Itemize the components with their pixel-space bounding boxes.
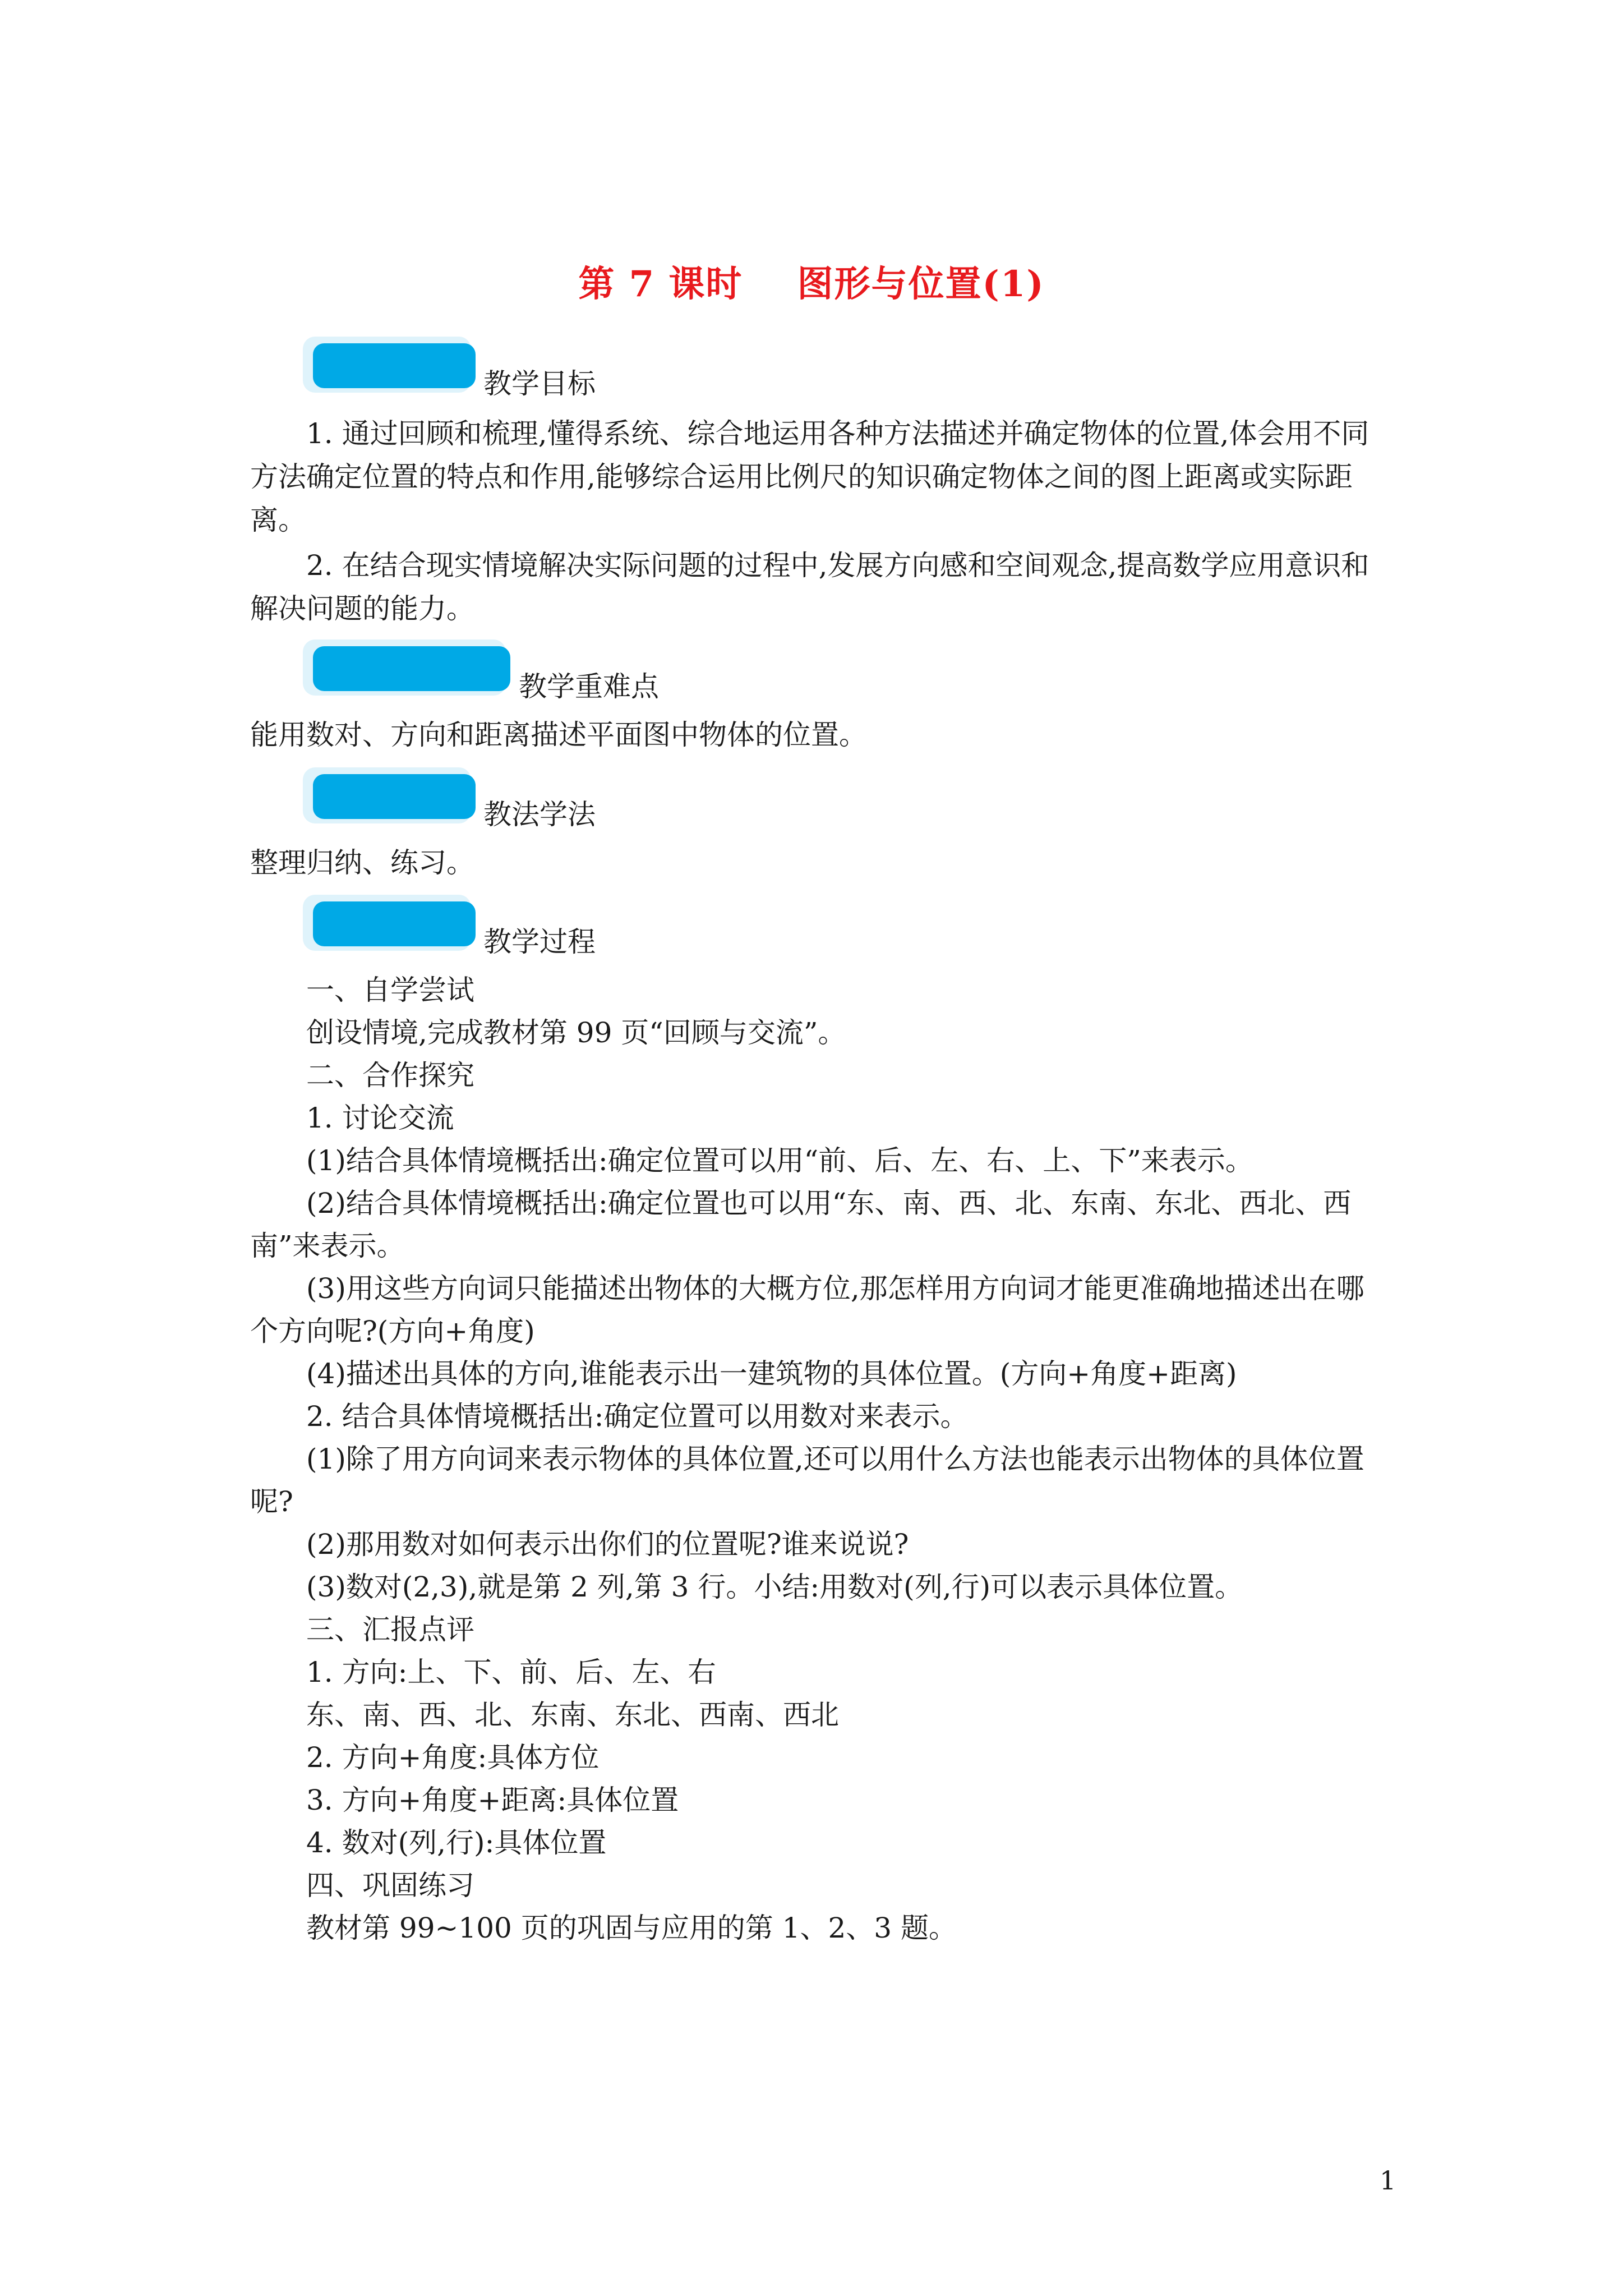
process-line: (4)描述出具体的方向,谁能表示出一建筑物的具体位置。(方向+角度+距离)	[306, 1358, 1237, 1390]
section-tab-icon	[303, 337, 471, 393]
process-line: 2. 结合具体情境概括出:确定位置可以用数对来表示。	[306, 1400, 969, 1433]
process-line: (1)结合具体情境概括出:确定位置可以用“前、后、左、右、上、下”来表示。	[306, 1144, 1253, 1177]
process-line: 创设情境,完成教材第 99 页“回顾与交流”。	[306, 1016, 846, 1049]
section-tab-icon	[303, 895, 471, 951]
process-line: 二、合作探究	[306, 1059, 474, 1092]
keypoints-text: 能用数对、方向和距离描述平面图中物体的位置。	[250, 719, 867, 751]
goal-item-2: 2. 在结合现实情境解决实际问题的过程中,发展方向感和空间观念,提高数学应用意识和解决问题的能力。	[250, 549, 1370, 625]
process-line: (2)结合具体情境概括出:确定位置也可以用“东、南、西、北、东南、东北、西北、西南”来表示。	[250, 1187, 1352, 1262]
process-line: 一、自学尝试	[306, 974, 474, 1006]
process-line: (3)数对(2,3),就是第 2 列,第 3 行。小结:用数对(列,行)可以表示具体位置。	[306, 1571, 1243, 1603]
process-line: 教材第 99~100 页的巩固与应用的第 1、2、3 题。	[306, 1912, 957, 1944]
lesson-title: 第 7 课时 图形与位置(1)	[578, 263, 1045, 305]
methods-text: 整理归纳、练习。	[250, 846, 474, 879]
process-line: 三、汇报点评	[306, 1613, 474, 1646]
process-line: (2)那用数对如何表示出你们的位置呢?谁来说说?	[306, 1528, 909, 1561]
goals-body	[250, 412, 1389, 631]
keypoints-body	[250, 714, 1389, 757]
section-label-process: 教学过程	[483, 926, 596, 958]
section-label-keypoints: 教学重难点	[519, 670, 659, 703]
section-label-methods: 教法学法	[483, 798, 596, 831]
process-line: 四、巩固练习	[306, 1869, 474, 1902]
methods-body	[250, 841, 1389, 885]
process-line: 1. 方向:上、下、前、后、左、右	[306, 1656, 716, 1688]
process-line: 4. 数对(列,行):具体位置	[306, 1826, 607, 1859]
section-label-goals: 教学目标	[483, 367, 596, 400]
process-line: (3)用这些方向词只能描述出物体的大概方位,那怎样用方向词才能更准确地描述出在哪个方向呢?(方向+角度)	[250, 1272, 1364, 1347]
process-line: 1. 讨论交流	[306, 1102, 454, 1134]
process-line: 3. 方向+角度+距离:具体位置	[306, 1784, 679, 1816]
page-number: 1	[1380, 2165, 1396, 2196]
process-line: (1)除了用方向词来表示物体的具体位置,还可以用什么方法也能表示出物体的具体位置呢?	[250, 1443, 1364, 1518]
process-body	[250, 969, 1389, 1949]
process-line: 2. 方向+角度:具体方位	[306, 1741, 600, 1774]
section-tab-icon	[303, 639, 506, 696]
process-line: 东、南、西、北、东南、东北、西南、西北	[306, 1699, 839, 1731]
section-tab-icon	[303, 767, 471, 823]
goal-item-1: 1. 通过回顾和梳理,懂得系统、综合地运用各种方法描述并确定物体的位置,体会用不同方法确定位置的特点和作用,能够综合运用比例尺的知识确定物体之间的图上距离或实际距离。	[250, 417, 1370, 536]
